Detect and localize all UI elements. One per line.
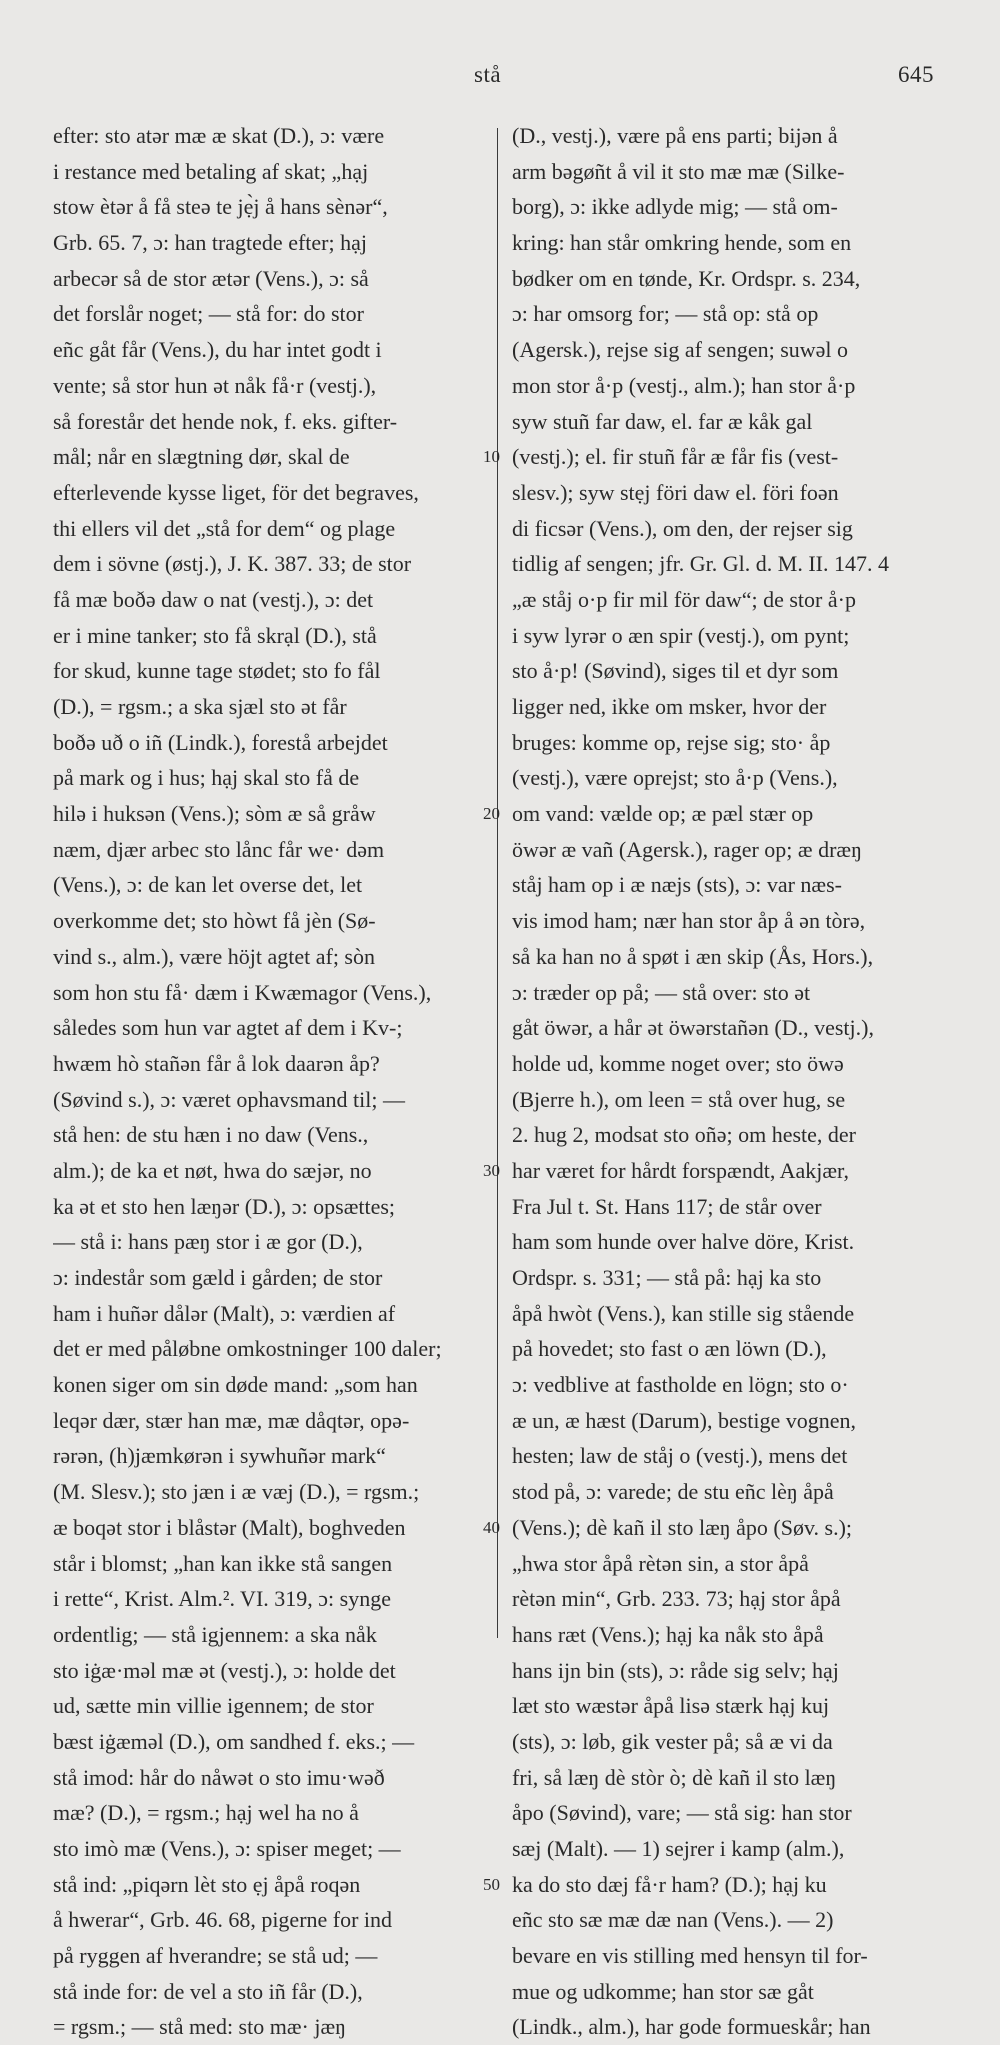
text-line: slesv.); syw stẹj föri daw el. föri foən bbox=[512, 479, 839, 505]
text-line: hans ijn bin (sts), ɔ: råde sig selv; hạj bbox=[512, 1657, 839, 1683]
text-line: Grb. 65. 7, ɔ: han tragtede efter; hạj bbox=[53, 230, 367, 256]
text-line: borg), ɔ: ikke adlyde mig; — stå om- bbox=[512, 194, 838, 220]
text-line: (Lindk., alm.), har gode formueskår; han bbox=[512, 2014, 871, 2040]
text-line: eñc sto sæ mæ dæ nan (Vens.). — 2) bbox=[512, 1907, 834, 1933]
text-line: sæj (Malt). — 1) sejrer i kamp (alm.), bbox=[512, 1836, 845, 1861]
text-line: ka ət et sto hen læŋər (D.), ɔ: opsættes; bbox=[53, 1193, 396, 1219]
text-line: mål; når en slægtning dør, skal de bbox=[53, 444, 350, 470]
text-line: 2. hug 2, modsat sto oñə; om heste, der bbox=[512, 1122, 857, 1148]
text-line: om vand: vælde op; æ pæl stær op bbox=[512, 801, 814, 827]
text-line: tidlig af sengen; jfr. Gr. Gl. d. M. II. 147. 4 bbox=[512, 551, 890, 577]
text-line: bødker om en tønde, Kr. Ordspr. s. 234, bbox=[512, 265, 861, 291]
running-headword: stå bbox=[474, 62, 502, 87]
text-line: stow ètər å få steə te jẹ̀j å hans sènər“, bbox=[53, 194, 388, 220]
text-line: ud, sætte min villie igennem; de stor bbox=[53, 1693, 374, 1719]
text-line: (D., vestj.), være på ens parti; bijən å bbox=[512, 123, 838, 148]
text-line: alm.); de ka et nøt, hwa do sæjər, no bbox=[53, 1157, 372, 1183]
text-line: Ordspr. s. 331; — stå på: hạj ka sto bbox=[512, 1265, 822, 1290]
text-line: har været for hårdt forspændt, Aakjær, bbox=[512, 1157, 849, 1183]
text-line: overkomme det; sto hòwt få jèn (Sø- bbox=[53, 908, 376, 934]
text-line: — stå i: hans pæŋ stor i æ gor (D.), bbox=[53, 1229, 363, 1255]
text-line: dem i sövne (østj.), J. K. 387. 33; de stor bbox=[53, 551, 412, 577]
text-line: stod på, ɔ: varede; de stu eñc lèŋ åpå bbox=[512, 1479, 834, 1505]
line-number: 30 bbox=[483, 1161, 500, 1181]
text-line: æ boqət stor i blåstər (Malt), boghveden bbox=[53, 1514, 406, 1540]
text-line: så forestår det hende nok, f. eks. gifter- bbox=[53, 408, 398, 434]
text-line: sto å·p! (Søvind), siges til et dyr som bbox=[512, 658, 839, 684]
text-line: står i blomst; „han kan ikke stå sangen bbox=[53, 1550, 393, 1576]
text-line: stå ind: „piqərn lèt sto ẹj åpå roqən bbox=[53, 1871, 361, 1897]
text-line: öwər æ vañ (Agersk.), rager op; æ dræŋ bbox=[512, 836, 862, 862]
text-line: er i mine tanker; sto få skrạl (D.), stå bbox=[53, 622, 377, 648]
text-line: å hwerar“, Grb. 46. 68, pigerne for ind bbox=[53, 1907, 393, 1933]
page-number: 645 bbox=[898, 62, 934, 87]
text-line: læt sto wæstər åpå lisə stærk hạj kuj bbox=[512, 1693, 830, 1719]
text-line: rètən min“, Grb. 233. 73; hạj stor åpå bbox=[512, 1586, 841, 1612]
text-line: ka do sto dæj få·r ham? (D.); hạj ku bbox=[512, 1871, 827, 1897]
text-line: mue og udkomme; han stor sæ gåt bbox=[512, 1978, 814, 2004]
text-line: få mæ boðə daw o nat (vestj.), ɔ: det bbox=[53, 586, 374, 612]
text-line: (Vens.); dè kañ il sto læŋ åpo (Søv. s.); bbox=[512, 1514, 853, 1540]
text-line: hilə i huksən (Vens.); sòm æ så gråw bbox=[53, 801, 376, 827]
text-line: di ficsər (Vens.), om den, der rejser sig bbox=[512, 515, 853, 541]
text-line: hwæm hò stañən får å lok daarən åp? bbox=[53, 1050, 380, 1076]
text-line: eñc gåt får (Vens.), du har intet godt i bbox=[53, 337, 382, 363]
text-line: vind s., alm.), være höjt agtet af; sòn bbox=[53, 943, 375, 969]
text-line: konen siger om sin døde mand: „som han bbox=[53, 1372, 418, 1398]
text-line: stå imod: hår do nåwət o sto imu·wəð bbox=[53, 1764, 385, 1790]
text-line: hans ræt (Vens.); hạj ka nåk sto åpå bbox=[512, 1621, 824, 1647]
text-line: (Bjerre h.), om leen = stå over hug, se bbox=[512, 1086, 846, 1112]
text-line: (Vens.), ɔ: de kan let overse det, let bbox=[53, 872, 363, 898]
text-line: (D.), = rgsm.; a ska sjæl sto ət får bbox=[53, 694, 347, 719]
text-line: efter: sto atər mæ æ skat (D.), ɔ: være bbox=[53, 123, 385, 148]
text-line: (vestj.); el. fir stuñ får æ får fis (vest- bbox=[512, 444, 839, 470]
text-line: syw stuñ far daw, el. far æ kåk gal bbox=[512, 408, 813, 434]
line-number: 40 bbox=[483, 1518, 500, 1538]
text-line: rərən, (h)jæmkørən i sywhuñər mark“ bbox=[53, 1443, 386, 1469]
text-line: fri, så læŋ dè stòr ò; dè kañ il sto læŋ bbox=[512, 1764, 837, 1790]
text-line: gåt öwər, a hår ət öwərstañən (D., vestj.), bbox=[512, 1015, 874, 1041]
text-line: (Søvind s.), ɔ: været ophavsmand til; — bbox=[53, 1086, 405, 1112]
text-line: arbecər så de stor ætər (Vens.), ɔ: så bbox=[53, 265, 369, 291]
left-column bbox=[53, 118, 481, 2045]
text-line: stå hen: de stu hæn i no daw (Vens., bbox=[53, 1122, 369, 1148]
text-line: = rgsm.; — stå med: sto mæ· jæŋ bbox=[53, 2014, 347, 2040]
text-line: ɔ: indestår som gæld i gården; de stor bbox=[53, 1265, 383, 1290]
text-line: holde ud, komme noget over; sto öwə bbox=[512, 1050, 844, 1076]
text-line: det er med påløbne omkostninger 100 daler; bbox=[53, 1336, 442, 1362]
line-number: 50 bbox=[483, 1875, 500, 1895]
text-line: næm, djær arbec sto lånc får we· dəm bbox=[53, 836, 385, 862]
text-line: åpå hwòt (Vens.), kan stille sig stående bbox=[512, 1300, 855, 1326]
text-line: vente; så stor hun ət nåk få·r (vestj.), bbox=[53, 372, 377, 398]
text-line: ɔ: træder op på; — stå over: sto ət bbox=[512, 979, 811, 1005]
text-line: på ryggen af hverandre; se stå ud; — bbox=[53, 1943, 378, 1969]
text-line: hesten; law de ståj o (vestj.), mens det bbox=[512, 1443, 848, 1469]
text-line: kring: han står omkring hende, som en bbox=[512, 230, 852, 256]
text-line: (sts), ɔ: løb, gik vester på; så æ vi da bbox=[512, 1728, 833, 1754]
text-line: for skud, kunne tage stødet; sto fo fål bbox=[53, 658, 381, 684]
text-line: boðə uð o iñ (Lindk.), forestå arbejdet bbox=[53, 729, 388, 755]
text-line: sto iġæ·məl mæ ət (vestj.), ɔ: holde det bbox=[53, 1657, 396, 1683]
text-line: ham som hunde over halve döre, Krist. bbox=[512, 1229, 855, 1255]
text-line: som hon stu få· dæm i Kwæmagor (Vens.), bbox=[53, 979, 432, 1005]
text-line: mæ? (D.), = rgsm.; hạj wel ha no å bbox=[53, 1800, 359, 1826]
text-line: ståj ham op i æ næjs (sts), ɔ: var næs- bbox=[512, 872, 842, 898]
text-line: ham i huñər dålər (Malt), ɔ: værdien af bbox=[53, 1300, 396, 1326]
text-line: vis imod ham; nær han stor åp å ən tòrə, bbox=[512, 908, 866, 934]
text-line: (vestj.), være oprejst; sto å·p (Vens.), bbox=[512, 765, 838, 791]
text-line: på hovedet; sto fast o æn löwn (D.), bbox=[512, 1336, 827, 1362]
text-line: „hwa stor åpå rètən sin, a stor åpå bbox=[512, 1550, 809, 1576]
text-line: ɔ: har omsorg for; — stå op: stå op bbox=[512, 301, 819, 327]
text-line: bruges: komme op, rejse sig; sto· åp bbox=[512, 729, 831, 755]
text-line: arm bəgøñt å vil it sto mæ mæ (Silke- bbox=[512, 158, 845, 184]
page-header bbox=[0, 62, 1000, 96]
text-line: ɔ: vedblive at fastholde en lögn; sto o· bbox=[512, 1372, 849, 1398]
right-column bbox=[512, 118, 937, 2045]
text-line: (M. Slesv.); sto jæn i æ væj (D.), = rgsm.; bbox=[53, 1479, 420, 1505]
text-line: således som hun var agtet af dem i Kv-; bbox=[53, 1015, 403, 1041]
text-line: det forslår noget; — stå for: do stor bbox=[53, 301, 364, 327]
text-line: ordentlig; — stå igjennem: a ska nåk bbox=[53, 1621, 377, 1647]
text-line: sto imò mæ (Vens.), ɔ: spiser meget; — bbox=[53, 1836, 401, 1861]
text-line: (Agersk.), rejse sig af sengen; suwəl o bbox=[512, 337, 849, 363]
text-line: thi ellers vil det „stå for dem“ og plage bbox=[53, 515, 396, 541]
text-line: „æ ståj o·p fir mil för daw“; de stor å·p bbox=[512, 586, 856, 612]
text-line: Fra Jul t. St. Hans 117; de står over bbox=[512, 1193, 822, 1219]
text-line: bæst iġæməl (D.), om sandhed f. eks.; — bbox=[53, 1728, 415, 1754]
text-line: efterlevende kysse liget, för det begraves, bbox=[53, 479, 419, 505]
text-line: æ un, æ hæst (Darum), bestige vognen, bbox=[512, 1407, 857, 1433]
text-line: leqər dær, stær han mæ, mæ dåqtər, opə- bbox=[53, 1407, 410, 1433]
text-line: stå inde for: de vel a sto iñ får (D.), bbox=[53, 1978, 363, 2004]
text-line: i rette“, Krist. Alm.². VI. 319, ɔ: synge bbox=[53, 1586, 391, 1612]
text-line: på mark og i hus; hạj skal sto få de bbox=[53, 765, 360, 791]
text-line: ligger ned, ikke om msker, hvor der bbox=[512, 694, 827, 719]
line-number: 20 bbox=[483, 804, 500, 824]
text-line: så ka han no å spøt i æn skip (Ås, Hors.), bbox=[512, 943, 874, 969]
text-line: i syw lyrər o æn spir (vestj.), om pynt; bbox=[512, 622, 850, 648]
text-line: i restance med betaling af skat; „hạj bbox=[53, 158, 369, 184]
column-divider bbox=[497, 128, 498, 1638]
text-line: mon stor å·p (vestj., alm.); han stor å·p bbox=[512, 372, 856, 398]
line-number: 10 bbox=[483, 447, 500, 467]
text-line: bevare en vis stilling med hensyn til for- bbox=[512, 1943, 868, 1969]
text-line: åpo (Søvind), vare; — stå sig: han stor bbox=[512, 1800, 852, 1826]
